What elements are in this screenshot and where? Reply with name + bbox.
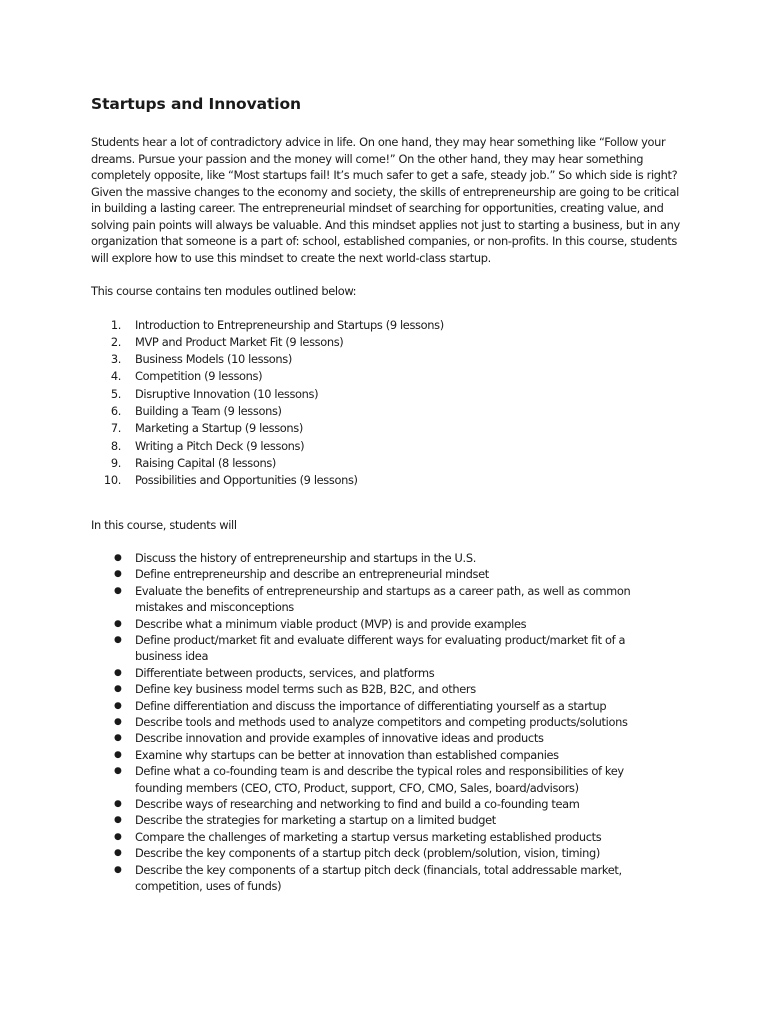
list-item — [91, 714, 681, 730]
list-item — [91, 368, 681, 385]
list-item — [91, 632, 681, 665]
list-item — [91, 386, 681, 403]
list-item-text: Disruptive Innovation (10 lessons) — [135, 386, 319, 401]
list-number: 8. — [110, 438, 121, 453]
list-item-text: Differentiate between products, services, and platforms — [135, 665, 435, 680]
list-item — [91, 665, 681, 681]
list-item — [91, 472, 681, 489]
bullet-icon: ● — [114, 831, 122, 842]
document-page — [91, 94, 681, 895]
list-item-text: Marketing a Startup (9 lessons) — [135, 421, 303, 436]
bullet-icon: ● — [114, 766, 122, 777]
bullet-icon: ● — [114, 700, 122, 711]
list-item — [91, 763, 681, 796]
list-number: 3. — [110, 352, 121, 367]
list-item-text: Examine why startups can be better at innovation than established companies — [135, 747, 559, 762]
list-number: 7. — [110, 421, 121, 436]
list-item-text: Describe tools and methods used to analyze competitors and competing products/solutions — [135, 715, 628, 730]
list-item — [91, 420, 681, 437]
bullet-icon: ● — [114, 799, 122, 810]
list-item — [91, 403, 681, 420]
bullet-icon: ● — [114, 569, 122, 580]
list-item-text: Raising Capital (8 lessons) — [135, 455, 277, 470]
list-item-text: Describe ways of researching and networking to find and build a co-founding team — [135, 797, 580, 812]
list-item — [91, 829, 681, 845]
outcomes-list — [91, 550, 681, 895]
document-title: Startups and Innovation — [91, 95, 301, 113]
list-item-text: Describe the key components of a startup pitch deck (financials, total addressable market, competition, uses of funds) — [135, 862, 622, 894]
modules-lead-text: This course contains ten modules outlined below: — [91, 284, 357, 298]
bullet-icon: ● — [114, 552, 122, 563]
bullet-icon: ● — [114, 749, 122, 760]
list-number: 1. — [110, 317, 121, 332]
list-number: 4. — [110, 369, 121, 384]
list-number: 5. — [110, 386, 121, 401]
list-item-text: Discuss the history of entrepreneurship and startups in the U.S. — [135, 550, 476, 565]
list-item-text: Describe the strategies for marketing a startup on a limited budget — [135, 813, 496, 828]
list-item — [91, 796, 681, 812]
list-number: 10. — [103, 473, 121, 488]
list-number: 6. — [110, 403, 121, 418]
list-item-text: Describe innovation and provide examples of innovative ideas and products — [135, 731, 544, 746]
bullet-icon: ● — [114, 618, 122, 629]
list-item — [91, 334, 681, 351]
bullet-icon: ● — [114, 864, 122, 875]
bullet-icon: ● — [114, 635, 122, 645]
list-item-text: Business Models (10 lessons) — [135, 352, 292, 367]
list-item-text: MVP and Product Market Fit (9 lessons) — [135, 334, 344, 349]
outcomes-lead-text: In this course, students will — [91, 518, 237, 533]
list-item-text: Competition (9 lessons) — [135, 369, 263, 384]
list-item-text: Introduction to Entrepreneurship and Startups (9 lessons) — [135, 317, 444, 332]
bullet-icon: ● — [114, 667, 122, 678]
list-item — [91, 351, 681, 368]
list-item — [91, 616, 681, 632]
list-number: 2. — [110, 334, 121, 349]
list-item — [91, 455, 681, 472]
list-item — [91, 550, 681, 566]
list-item-text: Define entrepreneurship and describe an entrepreneurial mindset — [135, 567, 489, 582]
list-item-text: Compare the challenges of marketing a startup versus marketing established products — [135, 829, 602, 844]
list-item — [91, 317, 681, 334]
list-item-text: Define what a co-founding team is and describe the typical roles and responsibilities of key founding members (CEO, CTO, Product, support, CFO, CMO, Sales, board/advisors) — [135, 764, 624, 795]
bullet-icon: ● — [114, 684, 122, 695]
bullet-icon: ● — [114, 815, 122, 826]
bullet-icon: ● — [114, 733, 122, 744]
list-item-text: Building a Team (9 lessons) — [135, 403, 282, 418]
list-number: 9. — [110, 455, 121, 470]
bullet-icon: ● — [114, 585, 122, 596]
list-item-text: Define product/market fit and evaluate different ways for evaluating product/market fit of a business idea — [135, 633, 626, 664]
list-item — [91, 681, 681, 697]
list-item — [91, 438, 681, 455]
list-item — [91, 698, 681, 714]
list-item — [91, 812, 681, 828]
list-item — [91, 566, 681, 582]
list-item-text: Define differentiation and discuss the importance of differentiating yourself as a startup — [135, 698, 607, 713]
list-item-text: Evaluate the benefits of entrepreneurship and startups as a career path, as well as common mistakes and misconceptions — [135, 583, 631, 615]
list-item-text: Describe what a minimum viable product (MVP) is and provide examples — [135, 616, 527, 631]
list-item — [91, 583, 681, 616]
intro-paragraph: Students hear a lot of contradictory advice in life. On one hand, they may hear something like “Follow your dreams. Pursue your passion and the money will come!” On the other hand, they may hear something completely opposite, like “Most startups fail! It’s much safer to get a safe, steady job.” So which side is right? Given the massive changes to the economy and society, the skills of entrepreneurship are going to be critical in building a lasting career. The entrepreneurial mindset of searching for opportunities, creating value, and solving pain points will always be valuable. And this mindset applies not just to starting a business, but in any organization that someone is a part of: school, established companies, or non-profits. In this course, students will explore how to use this mindset to create the next world-class startup. — [91, 135, 680, 265]
list-item — [91, 845, 681, 861]
list-item-text: Describe the key components of a startup pitch deck (problem/solution, vision, timing) — [135, 846, 600, 861]
bullet-icon: ● — [114, 717, 122, 728]
list-item-text: Possibilities and Opportunities (9 lessons) — [135, 473, 358, 488]
list-item — [91, 730, 681, 746]
list-item — [91, 862, 681, 895]
bullet-icon: ● — [114, 848, 122, 859]
list-item-text: Define key business model terms such as B2B, B2C, and others — [135, 682, 476, 697]
modules-list — [91, 317, 681, 490]
list-item — [91, 747, 681, 763]
list-item-text: Writing a Pitch Deck (9 lessons) — [135, 438, 305, 453]
